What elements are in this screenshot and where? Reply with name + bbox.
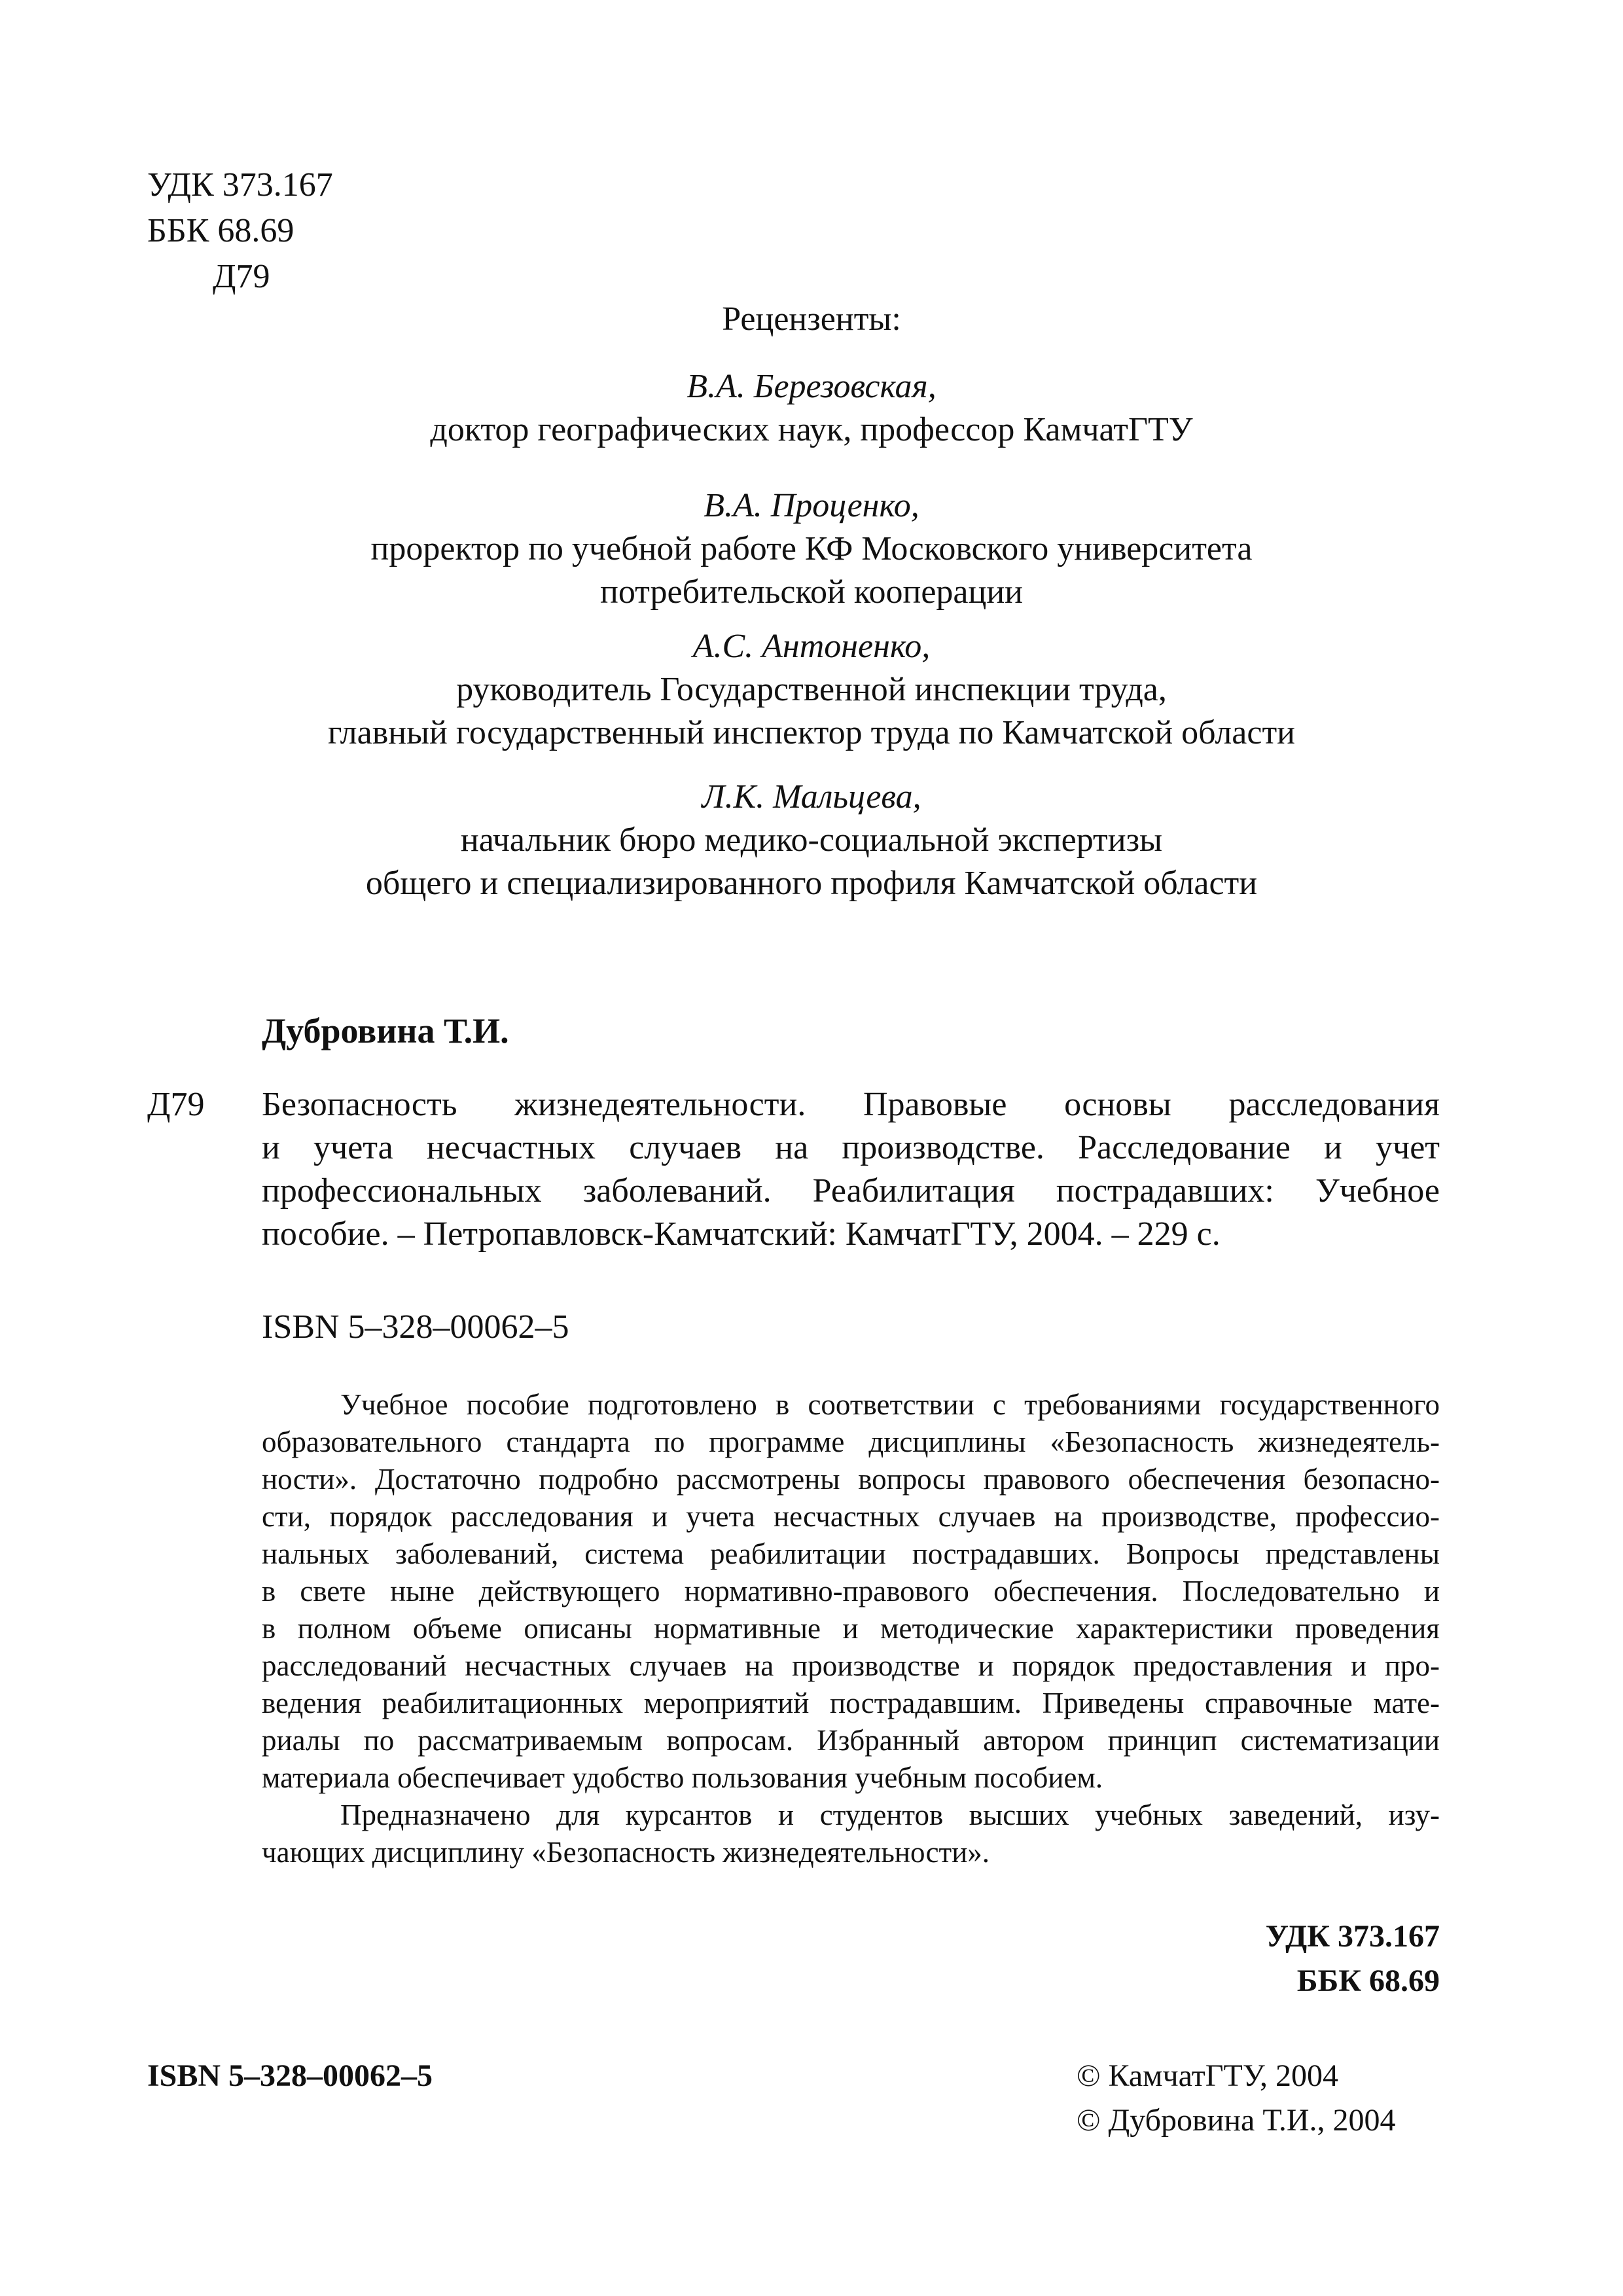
isbn: ISBN 5–328–00062–5 [262,1308,569,1346]
annotation-line: образовательного стандарта по программе дисциплины «Безопасность жизнедеятель- [262,1426,1440,1458]
reviewer-role: руководитель Государственной инспекции труда, [456,671,1167,708]
copyright-publisher: © КамчатГТУ, 2004 [1077,2058,1338,2093]
udk-code: УДК 373.167 [147,166,333,204]
reviewer-name: Л.К. Мальцева, [702,778,921,816]
annotation-line: чающих дисциплину «Безопасность жизнедеятельности». [262,1836,990,1869]
annotation-line: Предназначено для курсантов и студентов высших учебных заведений, изу- [340,1799,1440,1831]
bibliography-line: Безопасность жизнедеятельности. Правовые основы расследования [262,1086,1440,1123]
reviewer-3 [0,625,1623,755]
bibliography-line: и учета несчастных случаев на производстве. Расследование и учет [262,1129,1440,1166]
author-mark: Д79 [213,258,270,295]
reviewer-role: общего и специализированного профиля Камчатской области [365,865,1258,902]
classification-block-bottom [1266,1914,1440,2003]
copyright-author: © Дубровина Т.И., 2004 [1077,2103,1396,2138]
copyright-block [1077,2054,1396,2143]
reviewers-heading: Рецензенты: [722,300,901,338]
annotation-line: Учебное пособие подготовлено в соответствии с требованиями государственного [340,1388,1440,1421]
bibliography-description [262,1083,1440,1256]
reviewer-1 [0,365,1623,452]
reviewer-role: доктор географических наук, профессор КамчатГТУ [430,411,1193,448]
bibliography-line: профессиональных заболеваний. Реабилитация пострадавших: Учебное [262,1172,1440,1210]
reviewer-name: В.А. Березовская, [687,368,936,405]
annotation-line: нальных заболеваний, система реабилитации пострадавших. Вопросы представлены [262,1537,1440,1570]
udk-code: УДК 373.167 [1265,1919,1440,1954]
annotation-line: в свете ныне действующего нормативно-правового обеспечения. Последовательно и [262,1575,1440,1607]
bibliography-line: пособие. – Петропавловск-Камчатский: КамчатГТУ, 2004. – 229 с. [262,1215,1221,1253]
annotation-line: расследований несчастных случаев на производстве и порядок предоставления и про- [262,1649,1440,1682]
annotation-line: ведения реабилитационных мероприятий пострадавшим. Приведены справочные мате- [262,1687,1440,1719]
bbk-code: ББК 68.69 [147,212,294,249]
annotation-line: риалы по рассматриваемым вопросам. Избранный автором принцип систематизации [262,1724,1440,1757]
annotation-line: сти, порядок расследования и учета несчастных случаев на производстве, профессио- [262,1500,1440,1533]
annotation-line: материала обеспечивает удобство пользования учебным пособием. [262,1761,1103,1794]
reviewer-role: главный государственный инспектор труда по Камчатской области [327,714,1295,751]
reviewer-role: проректор по учебной работе КФ Московского университета [370,530,1253,567]
reviewer-role: начальник бюро медико-социальной экспертизы [460,821,1163,859]
reviewer-name: А.С. Антоненко, [692,628,931,665]
bbk-code: ББК 68.69 [1296,1964,1440,1998]
reviewer-4 [0,776,1623,905]
annotation-line: в полном объеме описаны нормативные и методические характеристики проведения [262,1612,1440,1645]
isbn-bottom: ISBN 5–328–00062–5 [147,2058,433,2093]
reviewer-role: потребительской кооперации [600,573,1023,611]
reviewer-name: В.А. Проценко, [704,487,919,524]
reviewer-2 [0,484,1623,614]
classification-block-top [147,162,333,300]
annotation-line: ности». Достаточно подробно рассмотрены вопросы правового обеспечения безопасно- [262,1463,1440,1496]
bibliography-code: Д79 [147,1086,205,1123]
author-name: Дубровина Т.И. [262,1011,509,1050]
annotation [262,1386,1440,1871]
